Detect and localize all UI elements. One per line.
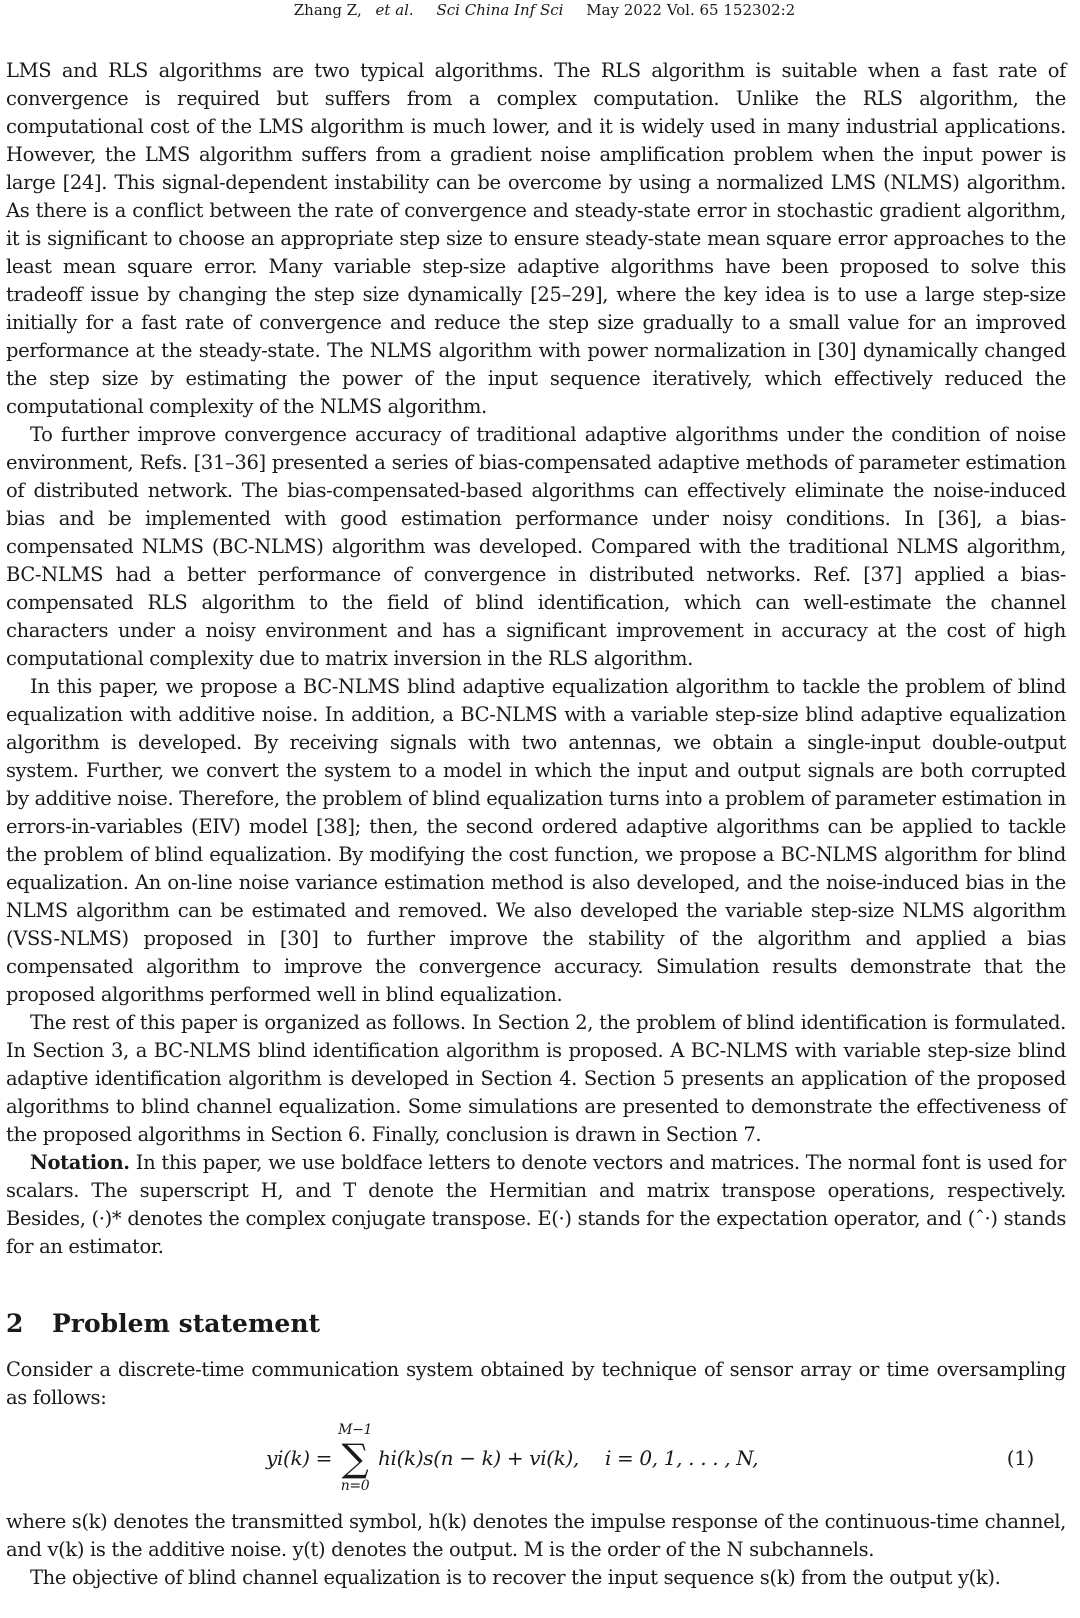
- page-body: [6, 57, 1066, 1592]
- paragraph-after-equation: where s(k) denotes the transmitted symbol, h(k) denotes the impulse response of the continuous-time channel, and v(k) is the additive noise. y(t) denotes the output. M is the order of the N subchannels.: [6, 1510, 1066, 1561]
- equation-lhs: yi(k) =: [266, 1446, 333, 1470]
- header-journal: Sci China Inf Sci: [436, 1, 564, 19]
- section-heading: [6, 1309, 1066, 1339]
- section-title: Problem statement: [52, 1309, 321, 1338]
- header-authors: Zhang Z, et al.: [293, 1, 414, 19]
- paragraph-organization: The rest of this paper is organized as follows. In Section 2, the problem of blind identification is formulated. In Section 3, a BC-NLMS blind identification algorithm is proposed. A BC-NLMS with variable step-size blind adaptive identification algorithm is developed in Section 4. Section 5 presents an application of the proposed algorithms to blind channel equalization. Some simulations are presented to demonstrate the effectiveness of the proposed algorithms in Section 6. Finally, conclusion is drawn in Section 7.: [6, 1011, 1066, 1146]
- section-intro: Consider a discrete-time communication system obtained by technique of sensor array or time oversampling as follows:: [6, 1358, 1066, 1409]
- paragraph-objective: The objective of blind channel equalization is to recover the input sequence s(k) from the output y(k).: [30, 1566, 1001, 1589]
- summation: [338, 1422, 372, 1494]
- notation-text: In this paper, we use boldface letters to denote vectors and matrices. The normal font is used for scalars. The superscript H, and T denote the Hermitian and matrix transpose operations, respectively. Besides, (·)* denotes the complex conjugate transpose. E(·) stands for the expectation operator, and (ˆ·) stands for an estimator.: [6, 1151, 1066, 1258]
- sigma-symbol: ∑: [341, 1436, 369, 1480]
- header-issue: May 2022 Vol. 65 152302:2: [586, 1, 796, 19]
- sum-upper-limit: M−1: [338, 1422, 373, 1438]
- paragraph-bias-compensation: To further improve convergence accuracy of traditional adaptive algorithms under the condition of noise environment, Refs. [31–36] presented a series of bias-compensated adaptive methods of parameter estimation of distributed network. The bias-compensated-based algorithms can effectively eliminate the noise-induced bias and be implemented with good estimation performance under noisy conditions. In [36], a bias-compensated NLMS (BC-NLMS) algorithm was developed. Compared with the traditional NLMS algorithm, BC-NLMS had a better performance of convergence in distributed networks. Ref. [37] applied a bias-compensated RLS algorithm to the field of blind identification, which can well-estimate the channel characters under a noisy environment and has a significant improvement in accuracy at the cost of high computational complexity due to matrix inversion in the RLS algorithm.: [6, 423, 1066, 670]
- paragraph-lms-rls: LMS and RLS algorithms are two typical algorithms. The RLS algorithm is suitable when a fast rate of convergence is required but suffers from a complex computation. Unlike the RLS algorithm, the computational cost of the LMS algorithm is much lower, and it is widely used in many industrial applications. However, the LMS algorithm suffers from a gradient noise amplification problem when the input power is large [24]. This signal-dependent instability can be overcome by using a normalized LMS (NLMS) algorithm. As there is a conflict between the rate of convergence and steady-state error in stochastic gradient algorithm, it is significant to choose an appropriate step size to ensure steady-state mean square error approaches to the least mean square error. Many variable step-size adaptive algorithms have been proposed to solve this tradeoff issue by changing the step size dynamically [25–29], where the key idea is to use a large step-size initially for a fast rate of convergence and reduce the step size gradually to a small value for an improved performance at the steady-state. The NLMS algorithm with power normalization in [30] dynamically changed the step size by estimating the power of the input sequence iteratively, which effectively reduced the computational complexity of the NLMS algorithm.: [6, 59, 1066, 418]
- section-number: 2: [6, 1309, 24, 1338]
- paragraph-proposal: In this paper, we propose a BC-NLMS blind adaptive equalization algorithm to tackle the problem of blind equalization with additive noise. In addition, a BC-NLMS with a variable step-size blind adaptive equalization algorithm is developed. By receiving signals with two antennas, we obtain a single-input double-output system. Further, we convert the system to a model in which the input and output signals are both corrupted by additive noise. Therefore, the problem of blind equalization turns into a problem of parameter estimation in errors-in-variables (EIV) model [38]; then, the second ordered adaptive algorithms can be applied to tackle the problem of blind equalization. By modifying the cost function, we propose a BC-NLMS algorithm for blind equalization. An on-line noise variance estimation method is also developed, and the noise-induced bias in the NLMS algorithm can be estimated and removed. We also developed the variable step-size NLMS algorithm (VSS-NLMS) proposed in [30] to further improve the stability of the algorithm and applied a bias compensated algorithm to improve the convergence accuracy. Simulation results demonstrate that the proposed algorithms performed well in blind equalization.: [6, 675, 1066, 1006]
- running-header: [0, 0, 1080, 22]
- paragraph-notation: [6, 1149, 1066, 1261]
- equation-body: [266, 1414, 758, 1502]
- equation-condition: i = 0, 1, . . . , N,: [604, 1446, 759, 1470]
- equation-number: (1): [1006, 1446, 1034, 1470]
- sum-lower-limit: n=0: [340, 1478, 370, 1494]
- equation-1: [6, 1414, 1066, 1502]
- equation-rhs: hi(k)s(n − k) + vi(k),: [378, 1446, 579, 1470]
- notation-label: Notation.: [30, 1151, 130, 1174]
